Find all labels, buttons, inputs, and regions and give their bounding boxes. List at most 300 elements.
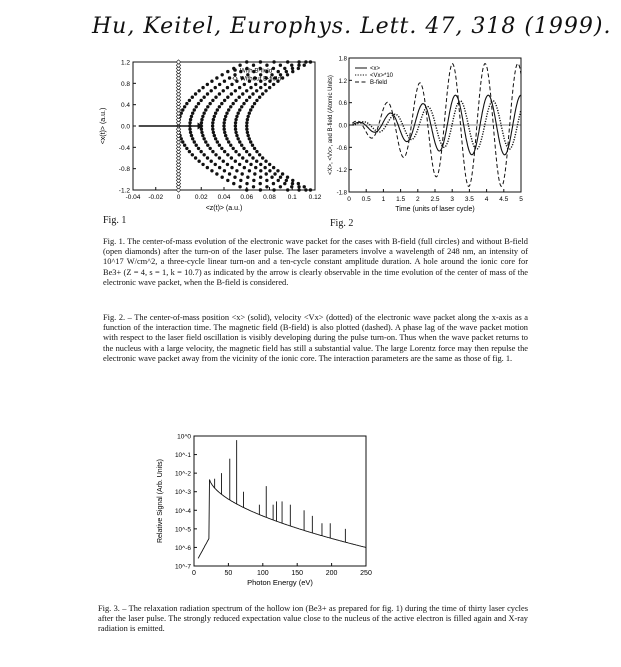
with-bfield-point [183, 144, 186, 147]
with-bfield-point [223, 99, 226, 102]
y-tick-label: 10^-2 [174, 470, 191, 478]
with-bfield-point [285, 179, 288, 182]
with-bfield-point [251, 144, 254, 147]
with-bfield-point [297, 60, 300, 63]
x-tick-label: 5 [519, 196, 523, 203]
x-tick-label: 100 [256, 570, 269, 577]
with-bfield-point [230, 83, 233, 86]
with-bfield-point [190, 115, 193, 118]
figure-2-label: Fig. 2 [330, 218, 354, 229]
y-tick-label: 10^-4 [174, 507, 191, 515]
with-bfield-point [243, 83, 246, 86]
with-bfield-point [197, 160, 200, 163]
figure-3-spectrum-chart [150, 430, 385, 598]
y-tick-label: 1.2 [120, 59, 130, 67]
with-bfield-point [185, 102, 188, 105]
with-bfield-point [229, 144, 232, 147]
with-bfield-point [239, 179, 242, 182]
y-tick-label: 0.6 [338, 101, 347, 108]
with-bfield-point [227, 108, 230, 111]
with-bfield-point [225, 112, 228, 115]
with-bfield-point [259, 169, 262, 172]
y-tick-label: 1.8 [338, 56, 347, 63]
with-bfield-point [309, 60, 312, 63]
with-bfield-point [234, 121, 237, 124]
x-tick-label: 150 [291, 570, 304, 577]
with-bfield-point [214, 137, 217, 140]
without-bfield-point [176, 60, 180, 64]
with-bfield-point [213, 134, 216, 137]
with-bfield-point [195, 144, 198, 147]
with-bfield-point [202, 112, 205, 115]
x-tick-label: 0.04 [217, 194, 231, 201]
with-bfield-point [206, 144, 209, 147]
with-bfield-point [251, 156, 254, 159]
handwritten-citation: Hu, Keitel, Europhys. Lett. 47, 318 (1999). [92, 14, 612, 39]
with-bfield-point [193, 108, 196, 111]
with-bfield-point [234, 160, 237, 163]
y-tick-label: 0.4 [120, 102, 130, 110]
with-bfield-point [283, 182, 286, 185]
y-axis-label: Relative Signal (Arb. Units) [157, 458, 164, 544]
with-bfield-point [272, 67, 275, 70]
with-bfield-point [228, 172, 231, 175]
x-tick-label: 3 [450, 196, 455, 203]
with-bfield-point [245, 99, 248, 102]
with-bfield-point [226, 163, 229, 166]
with-bfield-point [246, 131, 249, 134]
with-bfield-point [226, 86, 229, 89]
with-bfield-point [255, 99, 258, 102]
with-bfield-point [220, 147, 223, 150]
y-tick-label: 0.0 [120, 123, 130, 131]
with-bfield-point [259, 86, 262, 89]
with-bfield-point [291, 70, 294, 73]
with-bfield-point [200, 128, 203, 131]
with-bfield-point [201, 134, 204, 137]
x-tick-label: 200 [325, 570, 338, 577]
with-bfield-point [218, 156, 221, 159]
with-bfield-point [263, 166, 266, 169]
x-tick-label: 50 [224, 570, 233, 577]
with-bfield-point [245, 150, 248, 153]
with-bfield-point [264, 89, 267, 92]
with-bfield-point [211, 128, 214, 131]
legend-label-0: <x> [370, 66, 381, 73]
with-bfield-point [212, 118, 215, 121]
with-bfield-point [214, 112, 217, 115]
with-bfield-point [297, 185, 300, 188]
with-bfield-point [268, 163, 271, 166]
x-tick-label: 3.5 [464, 196, 474, 203]
y-tick-label: 1.2 [338, 78, 347, 85]
with-bfield-point [218, 92, 221, 95]
with-bfield-point [255, 150, 258, 153]
with-bfield-point [245, 128, 248, 131]
y-tick-label: -1.8 [336, 190, 347, 197]
x-tick-label: 0.08 [263, 194, 276, 201]
with-bfield-point [218, 83, 221, 86]
figure-1-caption: Fig. 1. The center-of-mass evolution of the electronic wave packet for the cases with B-field (full circles) and without B-field (open diamonds) after the turn-on of the laser pulse. The laser parameters involve a wavelength of 248 nm, an intensity of 10^17 W/cm^2, a three-cycle linear turn-on and a ten-cycle constant amplitude duration. A hole around the ionic core for Be3+ (Z = 4, s = 1, k = 10.7) as indicated by the arrow is clearly observable in the time evolution of the center of mass of the electronic wave packet, when the B-field is considered. [103, 237, 528, 287]
with-bfield-point [272, 166, 275, 169]
with-bfield-point [234, 128, 237, 131]
with-bfield-point [231, 102, 234, 105]
with-bfield-point [210, 80, 213, 83]
x-tick-label: 0 [176, 194, 181, 201]
legend-label-with-bfield: With B-field [240, 67, 273, 75]
y-axis-label: <x(t)> (a.u.) [100, 107, 107, 145]
with-bfield-point [220, 73, 223, 76]
with-bfield-point [297, 67, 300, 70]
with-bfield-point [253, 172, 256, 175]
with-bfield-point [248, 169, 251, 172]
with-bfield-point [199, 150, 202, 153]
with-bfield-point [245, 160, 248, 163]
with-bfield-point [226, 179, 229, 182]
x-tick-label: 0.5 [361, 196, 371, 203]
with-bfield-point [277, 70, 280, 73]
with-bfield-point [286, 73, 289, 76]
with-bfield-point [224, 134, 227, 137]
with-bfield-point [245, 89, 248, 92]
with-bfield-point [238, 163, 241, 166]
with-bfield-point [290, 185, 293, 188]
with-bfield-point [223, 131, 226, 134]
with-bfield-point [249, 140, 252, 143]
with-bfield-point [248, 153, 251, 156]
with-bfield-point [213, 115, 216, 118]
with-bfield-point [291, 67, 294, 70]
with-bfield-point [290, 64, 293, 67]
with-bfield-point [191, 137, 194, 140]
legend-label-2: B-field [370, 80, 388, 87]
with-bfield-point [238, 185, 241, 188]
with-bfield-point [223, 118, 226, 121]
with-bfield-point [189, 118, 192, 121]
with-bfield-point [234, 150, 237, 153]
with-bfield-point [245, 124, 248, 127]
with-bfield-point [291, 182, 294, 185]
with-bfield-point [245, 121, 248, 124]
with-bfield-point [191, 96, 194, 99]
legend-label-1: <Vx>*10 [370, 73, 394, 80]
with-bfield-point [204, 108, 207, 111]
with-bfield-point [223, 169, 226, 172]
x-tick-label: 0 [192, 570, 196, 577]
with-bfield-point [206, 105, 209, 108]
x-axis-label: Time (units of laser cycle) [395, 206, 475, 213]
with-bfield-point [201, 86, 204, 89]
with-bfield-point [258, 96, 261, 99]
with-bfield-point [223, 150, 226, 153]
with-bfield-point [309, 188, 312, 191]
with-bfield-point [185, 147, 188, 150]
with-bfield-point [197, 147, 200, 150]
x-tick-label: 250 [360, 570, 372, 577]
with-bfield-point [210, 89, 213, 92]
y-tick-label: -0.4 [118, 144, 130, 152]
with-bfield-point [243, 166, 246, 169]
with-bfield-point [215, 172, 218, 175]
x-tick-label: 4.5 [499, 196, 509, 203]
with-bfield-point [241, 156, 244, 159]
with-bfield-point [200, 131, 203, 134]
x-tick-label: 0.06 [240, 194, 254, 201]
y-axis-label: <X>, <Vx>, and B-field (Atomic Units) [328, 75, 334, 175]
with-bfield-point [188, 121, 191, 124]
with-bfield-point [279, 176, 282, 179]
with-bfield-point [191, 112, 194, 115]
with-bfield-point [252, 185, 255, 188]
with-bfield-point [259, 188, 262, 191]
with-bfield-point [235, 115, 238, 118]
with-bfield-point [210, 169, 213, 172]
with-bfield-point [240, 105, 243, 108]
with-bfield-point [234, 89, 237, 92]
with-bfield-point [206, 92, 209, 95]
with-bfield-point [270, 176, 273, 179]
with-bfield-point [268, 169, 271, 172]
with-bfield-point [297, 182, 300, 185]
with-bfield-point [224, 115, 227, 118]
y-tick-label: 10^-7 [174, 563, 191, 571]
with-bfield-point [286, 60, 289, 63]
with-bfield-point [263, 83, 266, 86]
with-bfield-point [304, 188, 307, 191]
with-bfield-point [197, 102, 200, 105]
with-bfield-point [218, 144, 221, 147]
with-bfield-point [206, 156, 209, 159]
with-bfield-point [248, 137, 251, 140]
x-tick-label: 0.02 [194, 194, 208, 201]
with-bfield-point [245, 188, 248, 191]
with-bfield-point [249, 163, 252, 166]
with-bfield-point [231, 147, 234, 150]
with-bfield-point [281, 172, 284, 175]
with-bfield-point [272, 83, 275, 86]
with-bfield-point [291, 179, 294, 182]
with-bfield-point [211, 121, 214, 124]
x-tick-label: 1 [381, 196, 386, 203]
with-bfield-point [265, 172, 268, 175]
x-tick-label: 0.1 [287, 194, 297, 201]
with-bfield-point [265, 185, 268, 188]
with-bfield-point [242, 102, 245, 105]
with-bfield-point [233, 176, 236, 179]
x-tick-label: 4 [484, 196, 489, 203]
with-bfield-point [261, 156, 264, 159]
with-bfield-point [214, 153, 217, 156]
with-bfield-point [229, 105, 232, 108]
with-bfield-point [272, 60, 275, 63]
with-bfield-point [248, 112, 251, 115]
with-bfield-point [223, 80, 226, 83]
with-bfield-point [253, 102, 256, 105]
with-bfield-point [268, 86, 271, 89]
with-bfield-point [208, 147, 211, 150]
x-tick-label: 1.5 [396, 196, 406, 203]
with-bfield-point [238, 108, 241, 111]
with-bfield-point [246, 118, 249, 121]
with-bfield-point [188, 99, 191, 102]
with-bfield-point [286, 188, 289, 191]
with-bfield-point [236, 112, 239, 115]
with-bfield-point [252, 179, 255, 182]
with-bfield-point [253, 147, 256, 150]
x-tick-label: 0.12 [308, 194, 322, 201]
with-bfield-point [272, 182, 275, 185]
with-bfield-point [249, 108, 252, 111]
with-bfield-point [200, 118, 203, 121]
with-bfield-point [297, 188, 300, 191]
with-bfield-point [220, 176, 223, 179]
with-bfield-point [191, 153, 194, 156]
with-bfield-point [190, 134, 193, 137]
y-tick-label: -0.6 [336, 145, 347, 152]
legend-label-without-bfield: Without B-field [240, 75, 281, 83]
with-bfield-point [241, 92, 244, 95]
with-bfield-point [230, 166, 233, 169]
x-axis-label: Photon Energy (eV) [247, 578, 313, 587]
with-bfield-point [259, 60, 262, 63]
with-bfield-point [238, 140, 241, 143]
with-bfield-point [259, 182, 262, 185]
with-bfield-point [238, 96, 241, 99]
with-bfield-point [234, 118, 237, 121]
figure-3-caption: Fig. 3. – The relaxation radiation spectrum of the hollow ion (Be3+ as prepared for fig. 1) during the time of thirty laser cycles after the laser pulse. The strongly reduced expectation value close to the nucleus of the active electron is filled again and X-ray radiation is emitted. [98, 604, 528, 634]
with-bfield-point [214, 86, 217, 89]
with-bfield-point [201, 115, 204, 118]
with-bfield-point [235, 134, 238, 137]
with-bfield-point [220, 102, 223, 105]
with-bfield-point [218, 166, 221, 169]
with-bfield-point [181, 108, 184, 111]
with-bfield-point [236, 137, 239, 140]
y-tick-label: 10^-6 [174, 544, 191, 552]
with-bfield-point [303, 64, 306, 67]
with-bfield-point [242, 147, 245, 150]
with-bfield-point [212, 131, 215, 134]
with-bfield-point [255, 160, 258, 163]
with-bfield-point [249, 86, 252, 89]
with-bfield-point [206, 166, 209, 169]
with-bfield-point [227, 140, 230, 143]
with-bfield-point [222, 89, 225, 92]
with-bfield-point [304, 60, 307, 63]
with-bfield-point [199, 99, 202, 102]
x-tick-label: -0.02 [148, 194, 164, 201]
with-bfield-point [195, 105, 198, 108]
with-bfield-point [204, 140, 207, 143]
with-bfield-point [189, 131, 192, 134]
y-tick-label: 10^-1 [174, 452, 191, 460]
with-bfield-point [197, 89, 200, 92]
with-bfield-point [211, 124, 214, 127]
with-bfield-point [226, 96, 229, 99]
with-bfield-point [230, 156, 233, 159]
with-bfield-point [303, 185, 306, 188]
figure-1-scatter-chart [95, 58, 325, 218]
y-tick-label: -1.2 [118, 187, 130, 195]
with-bfield-point [285, 70, 288, 73]
with-bfield-point [254, 83, 257, 86]
with-bfield-point [279, 185, 282, 188]
with-bfield-point [222, 128, 225, 131]
with-bfield-point [202, 137, 205, 140]
with-bfield-point [251, 105, 254, 108]
with-bfield-point [201, 163, 204, 166]
x-tick-label: 2 [415, 196, 420, 203]
with-bfield-point [258, 153, 261, 156]
with-bfield-point [251, 92, 254, 95]
with-bfield-point [194, 92, 197, 95]
with-bfield-point [246, 176, 249, 179]
with-bfield-point [211, 150, 214, 153]
y-tick-label: 10^-3 [174, 489, 191, 497]
with-bfield-point [240, 144, 243, 147]
with-bfield-point [200, 121, 203, 124]
with-bfield-point [254, 166, 257, 169]
with-bfield-point [193, 140, 196, 143]
with-bfield-point [230, 92, 233, 95]
x-tick-label: 0 [347, 196, 351, 203]
with-bfield-point [226, 153, 229, 156]
with-bfield-point [234, 99, 237, 102]
with-bfield-point [188, 128, 191, 131]
with-bfield-point [210, 160, 213, 163]
with-bfield-point [211, 99, 214, 102]
with-bfield-point [279, 64, 282, 67]
with-bfield-point [272, 188, 275, 191]
with-bfield-point [216, 140, 219, 143]
with-bfield-point [234, 131, 237, 134]
x-tick-label: -0.04 [125, 194, 141, 201]
with-bfield-point [259, 176, 262, 179]
with-bfield-point [226, 70, 229, 73]
with-bfield-point [264, 160, 267, 163]
with-bfield-point [245, 60, 248, 63]
y-tick-label: -1.2 [336, 168, 347, 175]
with-bfield-point [273, 172, 276, 175]
y-tick-label: 0.8 [120, 80, 130, 88]
with-bfield-point [206, 83, 209, 86]
with-bfield-point [246, 134, 249, 137]
with-bfield-point [218, 105, 221, 108]
with-bfield-point [183, 105, 186, 108]
with-bfield-point [265, 179, 268, 182]
with-bfield-point [214, 163, 217, 166]
with-bfield-point [232, 182, 235, 185]
legend-marker-with-bfield [233, 68, 237, 72]
with-bfield-point [283, 67, 286, 70]
with-bfield-point [202, 96, 205, 99]
with-bfield-point [222, 124, 225, 127]
with-bfield-point [245, 182, 248, 185]
with-bfield-point [286, 176, 289, 179]
with-bfield-point [235, 169, 238, 172]
figure-2-line-chart [327, 56, 527, 218]
y-tick-label: 0.0 [338, 123, 347, 130]
with-bfield-point [234, 124, 237, 127]
plot-frame [194, 436, 366, 566]
y-tick-label: -0.8 [118, 166, 130, 174]
with-bfield-point [222, 121, 225, 124]
y-tick-label: 10^-5 [174, 526, 191, 534]
figure-1-label: Fig. 1 [103, 215, 127, 226]
with-bfield-point [228, 76, 231, 79]
with-bfield-point [248, 96, 251, 99]
with-bfield-point [297, 64, 300, 67]
